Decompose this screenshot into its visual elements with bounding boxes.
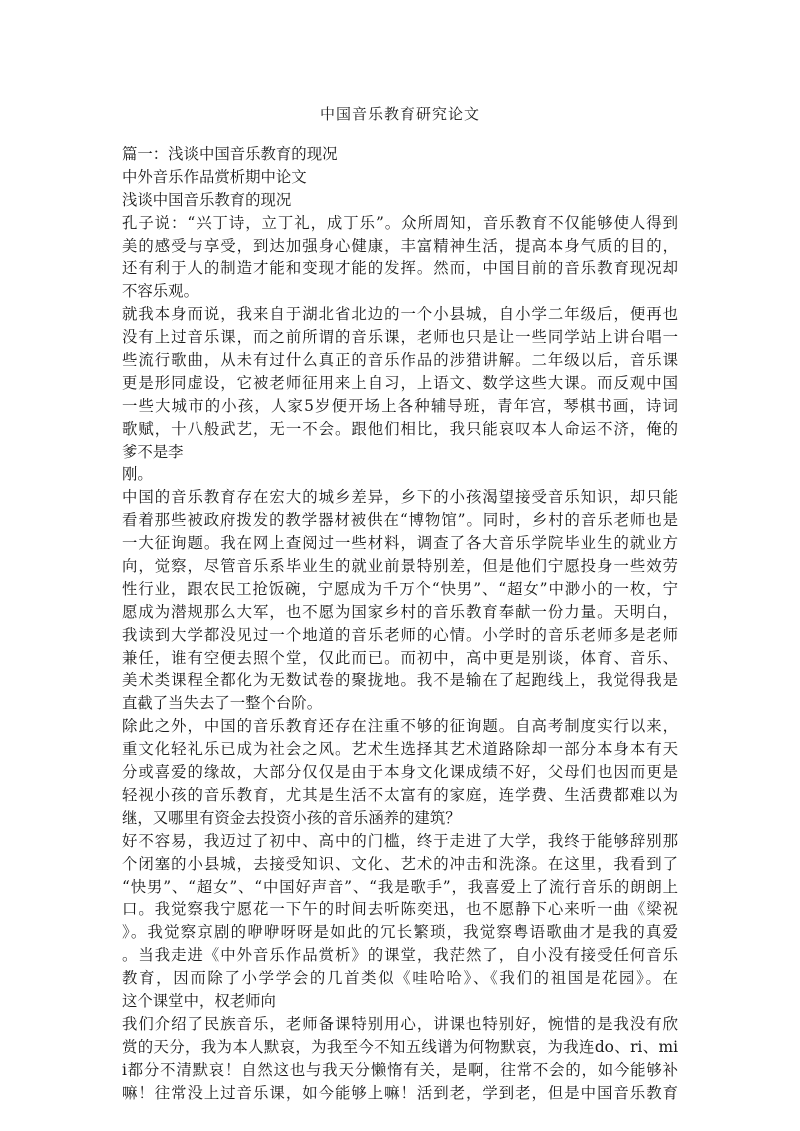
- text-line: 口。我觉察我宁愿花一下午的时间去听陈奕迅，也不愿静下心来听一曲《梁祝: [122, 900, 678, 919]
- text-line: 歌赋，十八般武艺，无一不会。跟他们相比，我只能哀叹本人命运不济，俺的: [122, 419, 678, 438]
- text-line: 篇一：浅谈中国音乐教育的现况: [122, 145, 338, 163]
- text-line: 看着那些被政府拨发的教学器材被供在“博物馆”。同时，乡村的音乐老师也是: [122, 511, 678, 530]
- text-line: 还有利于人的制造才能和变现才能的发挥。然而，中国目前的音乐教育现况却: [122, 259, 678, 278]
- text-line: 》。我觉察京剧的咿咿呀呀是如此的冗长繁琐，我觉察粤语歌曲才是我的真爱: [122, 923, 678, 942]
- text-line: 中国的音乐教育存在宏大的城乡差异，乡下的小孩渴望接受音乐知识，却只能: [122, 488, 678, 507]
- text-line: 赏的天分，我为本人默哀，为我至今不知五线谱为何物默哀，为我连do、ri、mi: [122, 1037, 678, 1056]
- text-line: 我读到大学都没见过一个地道的音乐老师的心情。小学时的音乐老师多是老师: [122, 625, 678, 644]
- text-line: 性行业，跟农民工抢饭碗，宁愿成为千万个“快男”、“超女”中渺小的一枚，宁: [122, 579, 678, 598]
- text-line: 中外音乐作品赏析期中论文: [122, 167, 307, 186]
- text-line: 这个课堂中，权老师向: [122, 991, 276, 1010]
- text-line: 兼任，谁有空便去照个堂，仅此而已。而初中，高中更是别谈，体育、音乐、: [122, 648, 678, 667]
- text-line: 直截了当失去了一整个台阶。: [122, 694, 323, 713]
- text-line: i都分不清默哀！自然这也与我天分懒惰有关，是啊，往常不会的，如今能够补: [122, 1060, 678, 1079]
- text-line: 孔子说：“兴丁诗，立丁礼，成丁乐”。众所周知，音乐教育不仅能够使人得到: [122, 213, 678, 232]
- text-line: 刚。: [122, 465, 153, 484]
- document-body: [122, 143, 678, 1104]
- text-line: 些流行歌曲，从未有过什么真正的音乐作品的涉猎讲解。二年级以后，音乐课: [122, 351, 678, 370]
- text-line: 个闭塞的小县城，去接受知识、文化、艺术的冲击和洗涤。在这里，我看到了: [122, 854, 678, 873]
- text-line: 好不容易，我迈过了初中、高中的门槛，终于走进了大学，我终于能够辞别那: [122, 831, 678, 850]
- text-line: 。当我走进《中外音乐作品赏析》的课堂，我茫然了，自小没有接受任何音乐: [122, 946, 678, 965]
- text-line: 美的感受与享受，到达加强身心健康，丰富精神生活，提高本身气质的目的，: [122, 236, 678, 255]
- text-line: 继，又哪里有资金去投资小孩的音乐涵养的建筑？: [122, 808, 461, 827]
- text-line: 没有上过音乐课，而之前所谓的音乐课，老师也只是让一些同学站上讲台唱一: [122, 328, 678, 347]
- document-title: 中国音乐教育研究论文: [319, 105, 480, 123]
- text-line: “快男”、“超女”、“中国好声音”、“我是歌手”，我喜爱上了流行音乐的朗朗上: [122, 877, 678, 896]
- text-line: 重文化轻礼乐已成为社会之风。艺术生选择其艺术道路除却一部分本身本有天: [122, 740, 678, 759]
- text-line: 更是形同虚设，它被老师征用来上自习，上语文、数学这些大课。而反观中国: [122, 373, 678, 392]
- text-line: 除此之外，中国的音乐教育还存在注重不够的征询题。自高考制度实行以来，: [122, 717, 678, 736]
- text-line: 美术类课程全都化为无数试卷的聚拢地。我不是输在了起跑线上，我觉得我是: [122, 671, 678, 690]
- text-line: 就我本身而说，我来自于湖北省北边的一个小县城，自小学二年级后，便再也: [122, 305, 678, 324]
- text-line: 教育，因而除了小学学会的几首类似《哇哈哈》、《我们的祖国是花园》。在: [122, 969, 678, 988]
- text-line: 爹不是李: [122, 442, 184, 461]
- text-line: 不容乐观。: [122, 282, 199, 301]
- text-line: 嘛！往常没上过音乐课，如今能够上嘛！活到老，学到老，但是中国音乐教育: [122, 1083, 678, 1102]
- text-line: 一些大城市的小孩，人家5岁便开场上各种辅导班，青年宫，琴棋书画，诗词: [122, 396, 678, 415]
- text-line: 愿成为潜规那么大军，也不愿为国家乡村的音乐教育奉献一份力量。天明白，: [122, 602, 678, 621]
- text-line: 一大征询题。我在网上查阅过一些材料，调查了各大音乐学院毕业生的就业方: [122, 534, 678, 553]
- text-line: 浅谈中国音乐教育的现况: [122, 190, 292, 209]
- text-line: 我们介绍了民族音乐，老师备课特别用心，讲课也特别好，惋惜的是我没有欣: [122, 1014, 678, 1033]
- text-line: 向，觉察，尽管音乐系毕业生的就业前景特别差，但是他们宁愿投身一些效劳: [122, 557, 678, 576]
- text-line: 分或喜爱的缘故，大部分仅仅是由于本身文化课成绩不好，父母们也因而更是: [122, 763, 678, 782]
- text-line: 轻视小孩的音乐教育，尤其是生活不太富有的家庭，连学费、生活费都难以为: [122, 785, 678, 804]
